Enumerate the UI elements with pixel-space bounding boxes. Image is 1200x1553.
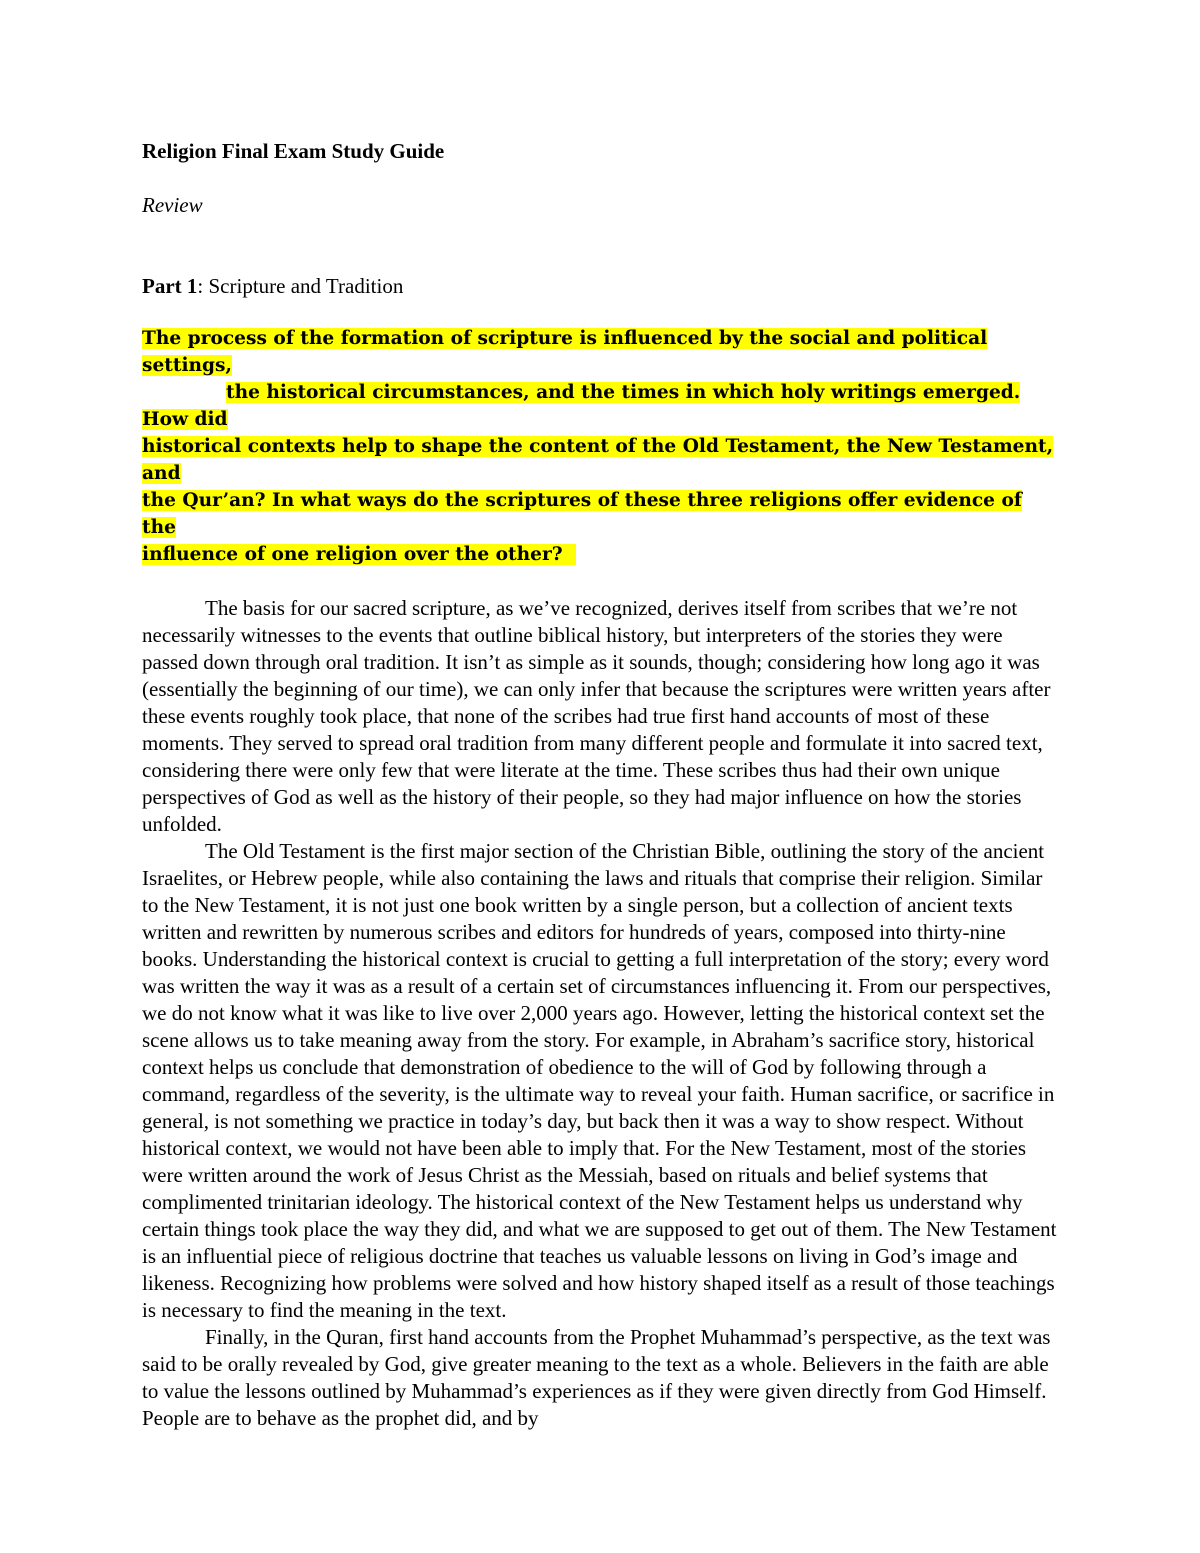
prompt-line-3: historical contexts help to shape the content of the Old Testament, the New Testament, and — [142, 436, 1054, 484]
section-separator: : — [197, 274, 209, 298]
section-part-label: Part 1 — [142, 274, 198, 298]
prompt-line-4: the Qur’an? In what ways do the scriptures of these three religions offer evidence of the — [142, 490, 1022, 538]
section-name: Scripture and Tradition — [208, 274, 404, 298]
prompt-line-5: influence of one religion over the other? — [142, 544, 576, 565]
document-title: Religion Final Exam Study Guide — [142, 139, 445, 163]
body-paragraph-2: The Old Testament is the first major section of the Christian Bible, outlining the story of the ancient Israelites, or Hebrew people, while also containing the laws and rituals that comprise their religion. Similar to the New Testament, it is not just one book written by a single person, but a collection of ancient texts written and rewritten by numerous scribes and editors for hundreds of years, composed into thirty-nine books. Understanding the historical context is crucial to getting a full interpretation of the story; every word was written the way it was as a result of a certain set of circumstances influencing it. From our perspectives, we do not know what it was like to live over 2,000 years ago. However, letting the historical context set the scene allows us to take meaning away from the story. For example, in Abraham’s sacrifice story, historical context helps us conclude that demonstration of obedience to the will of God by following through a command, regardless of the severity, is the ultimate way to reveal your faith. Human sacrifice, or sacrifice in general, is not something we practice in today’s day, but back then it was a way to show respect. Without historical context, we would not have been able to imply that. For the New Testament, most of the stories were written around the work of Jesus Christ as the Messiah, based on rituals and belief systems that complimented trinitarian ideology. The historical context of the New Testament helps us understand why certain things took place the way they did, and what we are supposed to get out of them. The New Testament is an influential piece of religious doctrine that teaches us valuable lessons on living in God’s image and likeness. Recognizing how problems were solved and how history shaped itself as a result of those teachings is necessary to find the meaning in the text. — [142, 839, 1057, 1322]
prompt-line-2: the historical circumstances, and the times in which holy writings emerged. How did — [142, 382, 1021, 430]
body-paragraph-3: Finally, in the Quran, first hand accounts from the Prophet Muhammad’s perspective, as the text was said to be orally revealed by God, give greater meaning to the text as a whole. Believers in the faith are able to value the lessons outlined by Muhammad’s experiences as if they were given directly from God Himself. People are to behave as the prophet did, and by — [142, 1325, 1051, 1430]
document-body — [142, 138, 1058, 1432]
prompt-line-1: The process of the formation of scripture is influenced by the social and political settings, — [142, 328, 988, 376]
exam-prompt — [142, 325, 1058, 568]
section-heading — [142, 273, 1058, 300]
document-subtitle: Review — [142, 193, 203, 217]
body-paragraph-1: The basis for our sacred scripture, as we’ve recognized, derives itself from scribes that we’re not necessarily witnesses to the events that outline biblical history, but interpreters of the stories they were passed down through oral tradition. It isn’t as simple as it sounds, though; considering how long ago it was (essentially the beginning of our time), we can only infer that because the scriptures were written years after these events roughly took place, that none of the scribes had true first hand accounts of most of these moments. They served to spread oral tradition from many different people and formulate it into sacred text, considering there were only few that were literate at the time. These scribes thus had their own unique perspectives of God as well as the history of their people, so they had major influence on how the stories unfolded. — [142, 596, 1051, 836]
